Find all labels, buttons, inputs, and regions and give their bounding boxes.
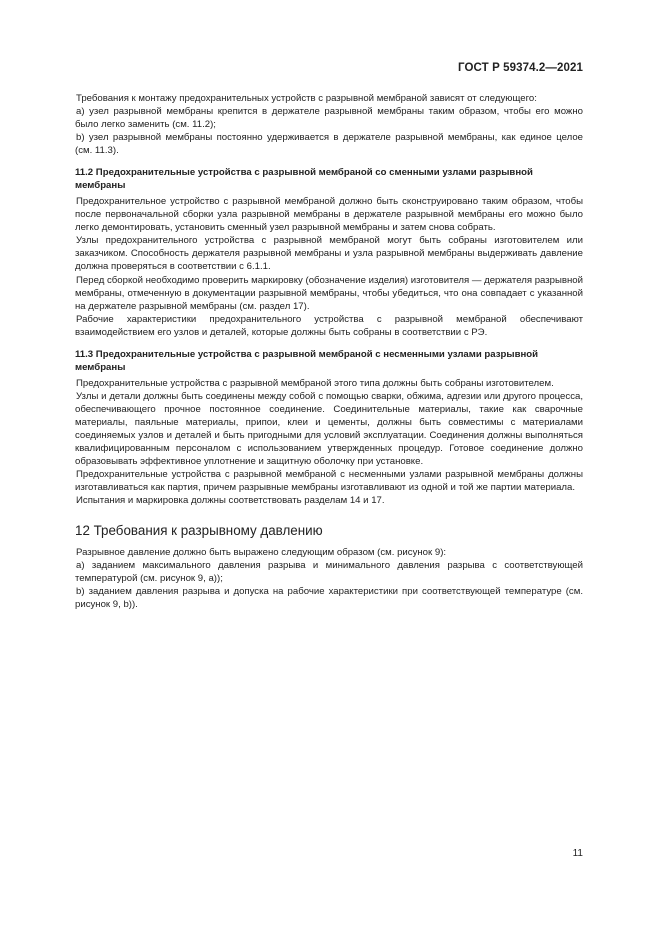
section-11-2-paragraph-4: Рабочие характеристики предохранительного устройства с разрывной мембраной обеспечивают взаимодействием его узлов и деталей, которые должны быть собраны в соответствии с РЭ. [75,313,583,338]
section-12-item-a: a) заданием максимального давления разрыва и минимального давления разрыва с соответствующей температурой (см. рисунок 9, a)); [75,560,583,585]
section-12-paragraph-1: Разрывное давление должно быть выражено следующим образом (см. рисунок 9): [76,547,447,559]
section-11-3-paragraph-2: Узлы и детали должны быть соединены между собой с помощью сварки, обжима, адгезии или другого процесса, обеспечивающего прочное постоянное соединение. Соединительные материалы, такие как сварочные материалы, паяльные материалы, припои, клеи и цементы, должны быть совместимы с материалами соединяемых узлов и деталей и быть пригодными для условий эксплуатации. Соединения должны выполняться квалифицированным персоналом с использованием утвержденных процедур. Готовое соединение должно образовывать эффективное уплотнение и защитную оболочку при установке. [75,390,583,468]
section-12-heading: 12 Требования к разрывному давлению [75,523,323,539]
page-body [75,92,583,611]
section-12-item-b: b) заданием давления разрыва и допуска на рабочие характеристики при соответствующей температуре (см. рисунок 9, b)). [75,586,583,611]
section-11-3-paragraph-3: Предохранительные устройства с разрывной мембраной с несменными узлами разрывной мембраны должны изготавливаться как партия, причем разрывные мембраны изготавливают из одной и той же партии материала. [75,469,583,494]
section-11-3-paragraph-4: Испытания и маркировка должны соответствовать разделам 14 и 17. [76,495,385,507]
page-number: 11 [572,848,583,859]
section-11-3-paragraph-1: Предохранительные устройства с разрывной мембраной этого типа должны быть собраны изготовителем. [76,377,554,389]
section-11-2-paragraph-1: Предохранительное устройство с разрывной мембраной должно быть сконструировано таким образом, чтобы после первоначальной сборки узла разрывной мембраны в держателе разрывной мембраны его можно было легко демонтировать, установить сменный узел разрывной мембраны и затем снова собрать. [75,196,583,234]
section-11-2-heading: 11.2 Предохранительные устройства с разрывной мембраной со сменными узлами разрывной мембраны [75,167,533,192]
section-11-2-paragraph-3: Перед сборкой необходимо проверить маркировку (обозначение изделия) изготовителя — держателя разрывной мембраны, отмеченную в документации разрывной мембраны, чтобы убедиться, что она совпадает с указанной на держателе разрывной мембраны (см. раздел 17). [75,274,583,312]
section-11-2-paragraph-2: Узлы предохранительного устройства с разрывной мембраной могут быть собраны изготовителем или заказчиком. Способность держателя разрывной мембраны и узла разрывной мембраны выдерживать давление должна проверяться в соответствии с 6.1.1. [75,235,583,273]
intro-item-a: a) узел разрывной мембраны крепится в держателе разрывной мембраны таким образом, чтобы его можно было легко заменить (см. 11.2); [75,106,583,131]
intro-item-b: b) узел разрывной мембраны постоянно удерживается в держателе разрывной мембраны, как единое целое (см. 11.3). [75,132,583,157]
intro-paragraph: Требования к монтажу предохранительных устройств с разрывной мембраной зависят от следующего: [76,93,537,104]
document-number: ГОСТ Р 59374.2—2021 [458,62,583,74]
section-11-3-heading: 11.3 Предохранительные устройства с разрывной мембраной с несменными узлами разрывной мембраны [75,348,539,373]
